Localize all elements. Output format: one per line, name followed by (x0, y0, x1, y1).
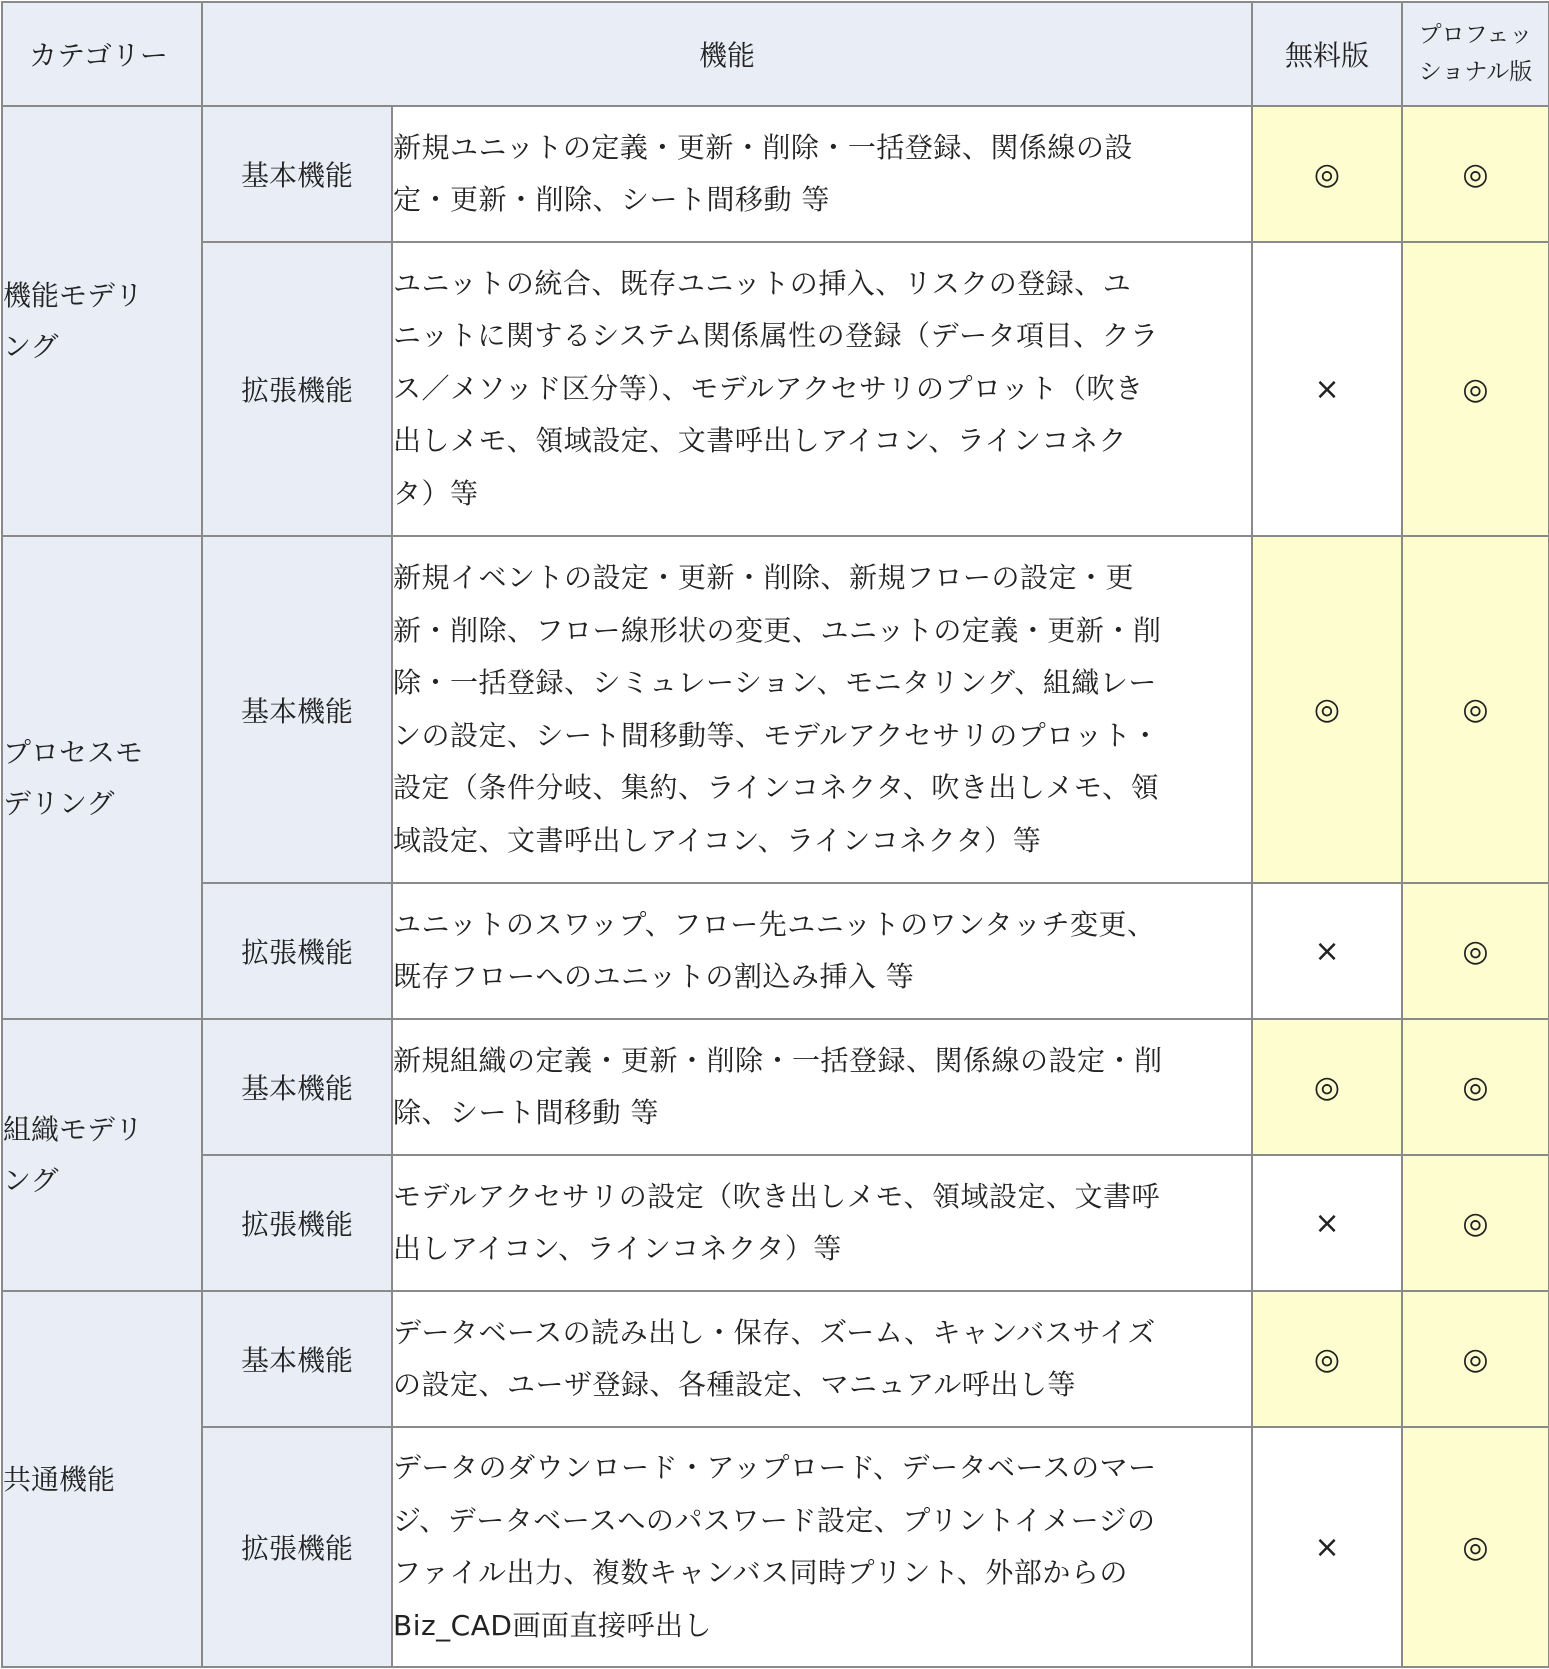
pro-availability-mark: ◎ (1402, 1155, 1549, 1291)
category-label-line1: 共通機能 (3, 1462, 116, 1496)
category-cell (2, 106, 202, 536)
pro-availability-mark: ◎ (1402, 536, 1549, 883)
feature-description-cell (392, 883, 1252, 1019)
header-free-edition: 無料版 (1252, 2, 1402, 106)
category-label-line1: プロセスモ (3, 735, 144, 769)
feature-description-cell (392, 1291, 1252, 1427)
description-line: 新規ユニットの定義・更新・削除・一括登録、関係線の設 (393, 130, 1133, 164)
description-line: 定・更新・削除、シート間移動 等 (393, 183, 830, 216)
description-line: データベースの読み出し・保存、ズーム、キャンバスサイズ (393, 1315, 1156, 1349)
description-line: 新規イベントの設定・更新・削除、新規フローの設定・更 (393, 561, 1135, 594)
feature-description-cell (392, 1427, 1252, 1667)
feature-type-cell: 基本機能 (202, 1019, 392, 1155)
category-cell (2, 1291, 202, 1667)
header-category: カテゴリー (2, 2, 202, 106)
description-line: 出しメモ、領域設定、文書呼出しアイコン、ラインコネク (393, 424, 1128, 458)
description-line: ス／メソッド区分等）、モデルアクセサリのプロット（吹き (393, 371, 1144, 405)
feature-type-cell: 拡張機能 (202, 242, 392, 536)
table-row (2, 1291, 1549, 1427)
description-line: ジ、データベースへのパスワード設定、プリントイメージの (393, 1503, 1156, 1537)
feature-type-cell: 基本機能 (202, 536, 392, 883)
header-pro-line2: ショナル版 (1418, 59, 1533, 85)
table-row (2, 1427, 1549, 1667)
category-label-line1: 機能モデリ (3, 279, 144, 312)
description-line: 新・削除、フロー線形状の変更、ユニットの定義・更新・削 (393, 613, 1162, 647)
pro-availability-mark: ◎ (1402, 1427, 1549, 1667)
free-availability-mark: ◎ (1252, 106, 1402, 242)
description-line: 新規組織の定義・更新・削除・一括登録、関係線の設定・削 (393, 1043, 1163, 1077)
feature-type-cell: 拡張機能 (202, 1427, 392, 1667)
feature-description-cell (392, 1019, 1252, 1155)
free-availability-mark: × (1252, 883, 1402, 1019)
description-line: ユニットの統合、既存ユニットの挿入、リスクの登録、ユ (393, 266, 1132, 300)
category-label-line2: デリング (3, 786, 115, 820)
description-line: ンの設定、シート間移動等、モデルアクセサリのプロット・ (393, 718, 1160, 752)
table-row (2, 1155, 1549, 1291)
description-line: 除・一括登録、シミュレーション、モニタリング、組織レー (393, 666, 1157, 699)
feature-description-cell (392, 536, 1252, 883)
free-availability-mark: ◎ (1252, 1019, 1402, 1155)
table-row (2, 536, 1549, 883)
description-line: ファイル出力、複数キャンバス同時プリント、外部からの (393, 1556, 1128, 1589)
header-feature: 機能 (202, 2, 1252, 106)
description-line: 除、シート間移動 等 (393, 1096, 659, 1129)
feature-description-cell (392, 242, 1252, 536)
table-row (2, 1019, 1549, 1155)
pro-availability-mark: ◎ (1402, 883, 1549, 1019)
pro-availability-mark: ◎ (1402, 106, 1549, 242)
free-availability-mark: × (1252, 1155, 1402, 1291)
description-line: モデルアクセサリの設定（吹き出しメモ、領域設定、文書呼 (393, 1179, 1160, 1213)
category-label-line2: ング (3, 330, 59, 363)
description-line: 設定（条件分岐、集約、ラインコネクタ、吹き出しメモ、領 (393, 771, 1160, 804)
description-line: 域設定、文書呼出しアイコン、ラインコネクタ）等 (393, 823, 1042, 857)
feature-type-cell: 拡張機能 (202, 1155, 392, 1291)
category-label-line1: 組織モデリ (3, 1113, 144, 1146)
category-cell (2, 1019, 202, 1291)
feature-comparison-table (1, 1, 1549, 1668)
table-row (2, 106, 1549, 242)
header-row (2, 2, 1549, 106)
feature-type-cell: 基本機能 (202, 106, 392, 242)
table-row (2, 242, 1549, 536)
description-line: データのダウンロード・アップロード、データベースのマー (393, 1451, 1157, 1484)
description-line: 既存フローへのユニットの割込み挿入 等 (393, 960, 915, 993)
feature-description-cell (392, 1155, 1252, 1291)
pro-availability-mark: ◎ (1402, 242, 1549, 536)
feature-description-cell (392, 106, 1252, 242)
free-availability-mark: × (1252, 242, 1402, 536)
description-line: の設定、ユーザ登録、各種設定、マニュアル呼出し等 (393, 1368, 1076, 1401)
category-label-line2: ング (3, 1164, 59, 1197)
description-line: ニットに関するシステム関係属性の登録（データ項目、クラ (393, 319, 1159, 353)
free-availability-mark: ◎ (1252, 1291, 1402, 1427)
header-professional-edition (1402, 2, 1549, 106)
description-line: Biz_CAD画面直接呼出し (393, 1608, 712, 1642)
description-line: ユニットのスワップ、フロー先ユニットのワンタッチ変更、 (393, 907, 1156, 941)
pro-availability-mark: ◎ (1402, 1291, 1549, 1427)
feature-type-cell: 基本機能 (202, 1291, 392, 1427)
table-row (2, 883, 1549, 1019)
category-cell (2, 536, 202, 1019)
free-availability-mark: × (1252, 1427, 1402, 1667)
free-availability-mark: ◎ (1252, 536, 1402, 883)
pro-availability-mark: ◎ (1402, 1019, 1549, 1155)
header-pro-line1: プロフェッ (1418, 22, 1533, 48)
description-line: タ）等 (393, 476, 479, 510)
description-line: 出しアイコン、ラインコネクタ）等 (393, 1232, 842, 1265)
feature-type-cell: 拡張機能 (202, 883, 392, 1019)
